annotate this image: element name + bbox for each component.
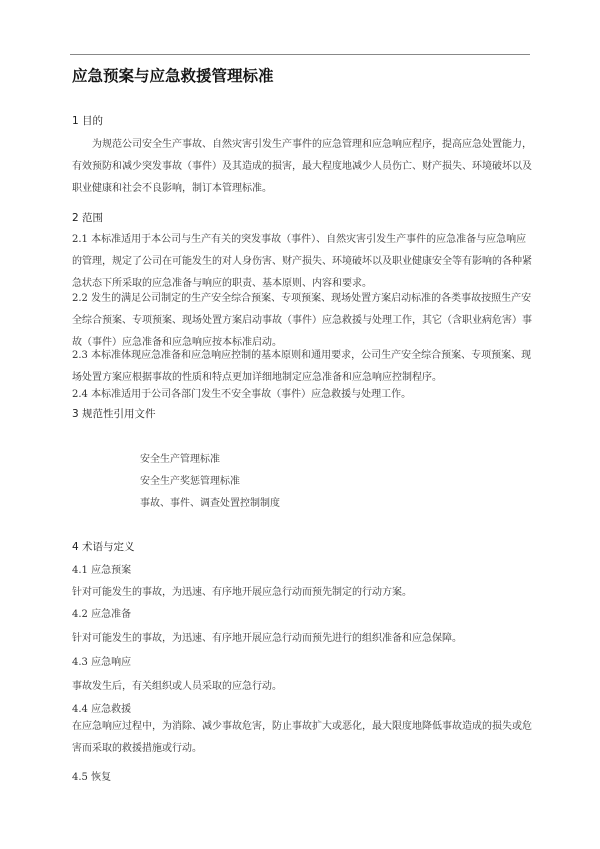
section-4-heading: 4 术语与定义: [72, 541, 135, 553]
term-definition: 针对可能发生的事故，为迅速、有序地开展应急行动而预先进行的组织准备和应急保障。: [72, 633, 462, 644]
section-2-heading: 2 范围: [72, 212, 104, 224]
section-2-4-paragraph: 2.4 本标准适用于公司各部门发生不安全事故（事件）应急救援与处理工作。: [72, 389, 412, 400]
term-definition: 在应急响应过程中，为消除、减少事故危害，防止事故扩大或恶化，最大限度地降低事故造成的损失或危害而采取的救援措施或行动。: [72, 721, 532, 754]
reference-item: 安全生产管理标准: [140, 454, 220, 465]
term-definition: 事故发生后，有关组织或人员采取的应急行动。: [72, 681, 282, 692]
section-2-3-paragraph: 2.3 本标准体现应急准备和应急响应控制的基本原则和通用要求，公司生产安全综合预案、专项预案、现场处置方案应根据事故的性质和特点更加详细地制定应急准备和应急响应控制程序。: [72, 350, 532, 383]
term-title: 4.2 应急准备: [72, 609, 132, 620]
term-title: 4.5 恢复: [72, 772, 112, 783]
reference-item: 事故、事件、调查处置控制制度: [140, 498, 280, 509]
section-1-heading: 1 目的: [72, 115, 104, 127]
section-3-heading: 3 规范性引用文件: [72, 408, 156, 420]
document-title: 应急预案与应急救援管理标准: [72, 67, 274, 85]
section-2-1-paragraph: 2.1 本标准适用于本公司与生产有关的突发事故（事件）、自然灾害引发生产事件的应急准备与应急响应的管理，规定了公司在可能发生的对人身伤害、财产损失、环境破坏以及职业健康安全等有影响的各种紧急状态下所采取的应急准备与响应的职责、基本原则、内容和要求。: [72, 234, 532, 289]
term-definition: 针对可能发生的事故，为迅速、有序地开展应急行动而预先制定的行动方案。: [72, 587, 412, 598]
term-title: 4.4 应急救援: [72, 704, 132, 715]
section-2-2-paragraph: 2.2 发生的满足公司制定的生产安全综合预案、专项预案、现场处置方案启动标准的各类事故按照生产安全综合预案、专项预案、现场处置方案启动事故（事件）应急救援与处理工作，其它（含职业病危害）事故（事件）应急准备和应急响应按本标准启动。: [72, 293, 532, 348]
reference-item: 安全生产奖惩管理标准: [140, 476, 240, 487]
term-title: 4.1 应急预案: [72, 565, 132, 576]
term-title: 4.3 应急响应: [72, 657, 132, 668]
header-rule: [70, 54, 530, 55]
section-1-paragraph: 为规范公司安全生产事故、自然灾害引发生产事件的应急管理和应急响应程序，提高应急处置能力，有效预防和减少突发事故（事件）及其造成的损害，最大程度地减少人员伤亡、财产损失、环境破坏以及职业健康和社会不良影响，制订本管理标准。: [72, 139, 532, 194]
